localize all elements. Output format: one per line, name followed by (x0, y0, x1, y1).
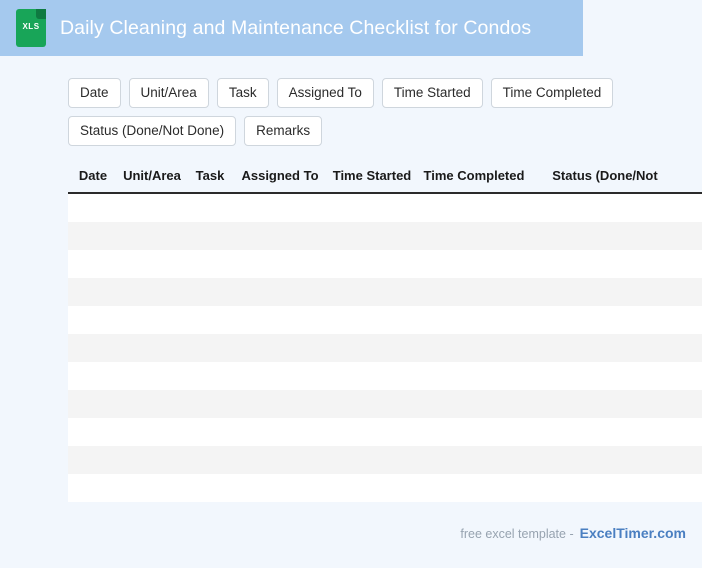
xls-spreadsheet-icon (16, 9, 46, 47)
table-cell[interactable] (186, 390, 234, 418)
table-cell[interactable] (530, 418, 680, 446)
table-cell[interactable] (186, 446, 234, 474)
table-cell[interactable] (186, 474, 234, 502)
column-header-time-completed: Time Completed (418, 162, 530, 193)
table-cell[interactable] (680, 390, 702, 418)
table-cell[interactable] (326, 193, 418, 222)
table-cell[interactable] (326, 222, 418, 250)
table-cell[interactable] (326, 362, 418, 390)
table-cell[interactable] (326, 446, 418, 474)
chip-time-started[interactable]: Time Started (382, 78, 483, 108)
footer-brand-link[interactable]: ExcelTimer.com (579, 525, 686, 541)
table-cell[interactable] (234, 306, 326, 334)
table-cell[interactable] (186, 250, 234, 278)
table-row[interactable] (68, 250, 702, 278)
table-cell[interactable] (418, 390, 530, 418)
table-cell[interactable] (68, 418, 118, 446)
table-cell[interactable] (326, 418, 418, 446)
column-header-overflow (680, 162, 702, 193)
table-row[interactable] (68, 278, 702, 306)
table-cell[interactable] (418, 193, 530, 222)
table-cell[interactable] (418, 418, 530, 446)
column-header-status: Status (Done/Not (530, 162, 680, 193)
table-cell[interactable] (418, 278, 530, 306)
field-chip-group (68, 78, 668, 154)
table-cell[interactable] (118, 474, 186, 502)
table-cell[interactable] (326, 474, 418, 502)
table-row[interactable] (68, 193, 702, 222)
table-cell[interactable] (68, 306, 118, 334)
chip-status[interactable]: Status (Done/Not Done) (68, 116, 236, 146)
table-cell[interactable] (186, 362, 234, 390)
table-cell[interactable] (118, 390, 186, 418)
field-chip-row-2 (68, 116, 668, 146)
column-header-time-started: Time Started (326, 162, 418, 193)
table-cell[interactable] (680, 278, 702, 306)
table-cell[interactable] (186, 278, 234, 306)
chip-unit-area[interactable]: Unit/Area (129, 78, 209, 108)
table-cell[interactable] (326, 306, 418, 334)
table-cell[interactable] (234, 362, 326, 390)
table-cell[interactable] (234, 278, 326, 306)
table-cell[interactable] (68, 446, 118, 474)
footer-attribution (460, 525, 686, 541)
table-cell[interactable] (68, 362, 118, 390)
chip-assigned-to[interactable]: Assigned To (277, 78, 374, 108)
table-cell[interactable] (186, 418, 234, 446)
table-cell[interactable] (234, 474, 326, 502)
table-cell[interactable] (530, 193, 680, 222)
table-cell[interactable] (680, 193, 702, 222)
xls-icon-corner-fold (36, 9, 46, 19)
table-cell[interactable] (530, 278, 680, 306)
table-cell[interactable] (186, 306, 234, 334)
page-title: Daily Cleaning and Maintenance Checklist for Condos (60, 16, 532, 39)
table-cell[interactable] (418, 474, 530, 502)
table-cell[interactable] (530, 306, 680, 334)
table-cell[interactable] (186, 334, 234, 362)
table-cell[interactable] (418, 250, 530, 278)
chip-remarks[interactable]: Remarks (244, 116, 322, 146)
table-cell[interactable] (118, 278, 186, 306)
table-cell[interactable] (118, 446, 186, 474)
table-cell[interactable] (234, 334, 326, 362)
column-header-unit-area: Unit/Area (118, 162, 186, 193)
table-header-row (68, 162, 702, 193)
table-row[interactable] (68, 390, 702, 418)
table-cell[interactable] (418, 446, 530, 474)
chip-task[interactable]: Task (217, 78, 269, 108)
table-cell[interactable] (680, 250, 702, 278)
table-cell[interactable] (680, 446, 702, 474)
table-cell[interactable] (118, 193, 186, 222)
table-cell[interactable] (326, 334, 418, 362)
document-header (0, 0, 583, 56)
table-cell[interactable] (118, 306, 186, 334)
table-cell[interactable] (68, 250, 118, 278)
table-cell[interactable] (326, 250, 418, 278)
table-cell[interactable] (530, 390, 680, 418)
checklist-table (68, 162, 702, 502)
table-cell[interactable] (680, 418, 702, 446)
field-chip-row-1 (68, 78, 668, 108)
table-cell[interactable] (418, 222, 530, 250)
table-cell[interactable] (68, 390, 118, 418)
table-cell[interactable] (680, 474, 702, 502)
table-cell[interactable] (68, 222, 118, 250)
table-row[interactable] (68, 474, 702, 502)
table-cell[interactable] (530, 222, 680, 250)
table-cell[interactable] (326, 278, 418, 306)
table-cell[interactable] (530, 446, 680, 474)
table-cell[interactable] (680, 222, 702, 250)
table-cell[interactable] (118, 334, 186, 362)
table-cell[interactable] (418, 362, 530, 390)
table-row[interactable] (68, 418, 702, 446)
table-cell[interactable] (530, 334, 680, 362)
table-row[interactable] (68, 222, 702, 250)
table-cell[interactable] (68, 193, 118, 222)
table-cell[interactable] (530, 474, 680, 502)
table-cell[interactable] (234, 418, 326, 446)
table-cell[interactable] (530, 362, 680, 390)
table-body (68, 193, 702, 502)
table-cell[interactable] (68, 474, 118, 502)
checklist-table-container (68, 162, 702, 502)
chip-time-completed[interactable]: Time Completed (491, 78, 614, 108)
column-header-assigned-to: Assigned To (234, 162, 326, 193)
table-cell[interactable] (68, 278, 118, 306)
table-cell[interactable] (234, 222, 326, 250)
table-cell[interactable] (418, 334, 530, 362)
table-cell[interactable] (418, 306, 530, 334)
table-cell[interactable] (118, 250, 186, 278)
table-cell[interactable] (680, 306, 702, 334)
table-cell[interactable] (118, 418, 186, 446)
table-cell[interactable] (118, 362, 186, 390)
table-cell[interactable] (118, 222, 186, 250)
table-row[interactable] (68, 306, 702, 334)
table-cell[interactable] (186, 222, 234, 250)
table-row[interactable] (68, 334, 702, 362)
column-header-task: Task (186, 162, 234, 193)
table-cell[interactable] (234, 390, 326, 418)
table-cell[interactable] (680, 362, 702, 390)
table-row[interactable] (68, 362, 702, 390)
table-cell[interactable] (326, 390, 418, 418)
table-cell[interactable] (680, 334, 702, 362)
footer-label: free excel template - (460, 527, 574, 541)
table-row[interactable] (68, 446, 702, 474)
table-cell[interactable] (234, 446, 326, 474)
table-cell[interactable] (234, 193, 326, 222)
table-cell[interactable] (186, 193, 234, 222)
chip-date[interactable]: Date (68, 78, 121, 108)
table-cell[interactable] (530, 250, 680, 278)
xls-icon-label: XLS (22, 22, 40, 31)
table-cell[interactable] (68, 334, 118, 362)
column-header-date: Date (68, 162, 118, 193)
table-cell[interactable] (234, 250, 326, 278)
